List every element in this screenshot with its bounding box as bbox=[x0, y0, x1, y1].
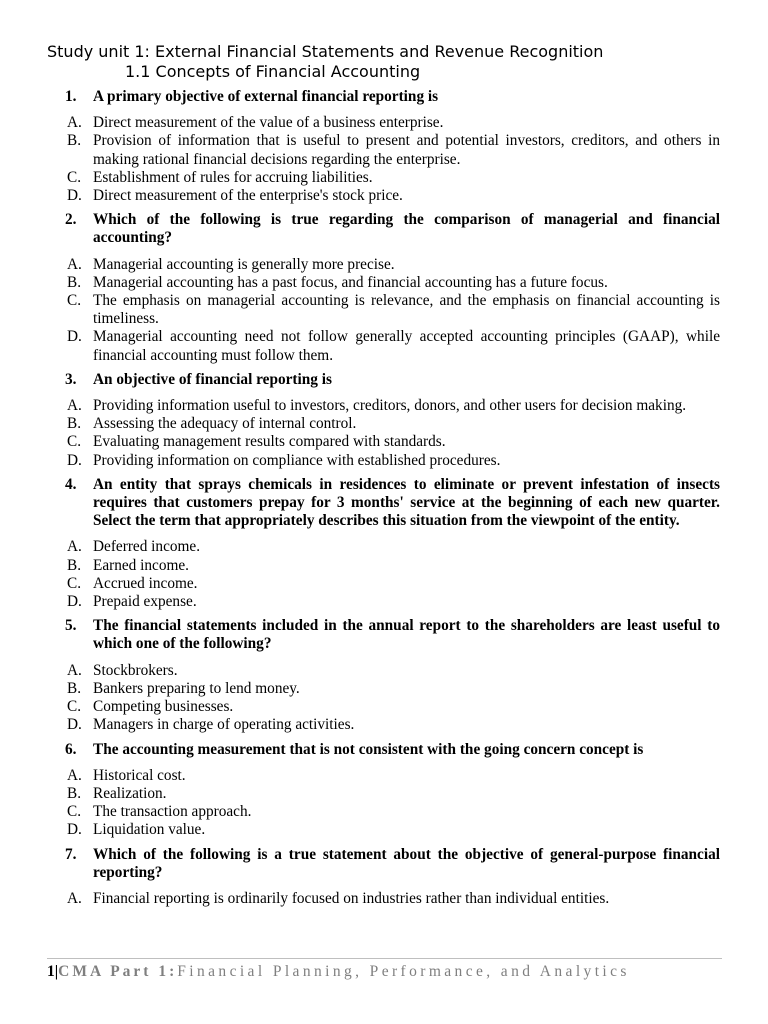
option-text: Competing businesses. bbox=[93, 698, 234, 716]
option-letter: A. bbox=[67, 255, 82, 273]
question-number: 6. bbox=[65, 740, 77, 758]
answer-option bbox=[47, 256, 720, 274]
option-letter: B. bbox=[67, 415, 82, 433]
question-stem bbox=[47, 741, 720, 759]
option-letter: A. bbox=[67, 661, 82, 679]
question bbox=[47, 476, 720, 611]
answer-option bbox=[47, 274, 720, 292]
option-text: Evaluating management results compared with standards. bbox=[93, 433, 446, 451]
answer-option bbox=[47, 132, 720, 168]
option-letter: B. bbox=[67, 132, 82, 150]
answer-option bbox=[47, 785, 720, 803]
option-letter: C. bbox=[67, 803, 82, 821]
option-text: Deferred income. bbox=[93, 538, 201, 556]
question-stem bbox=[47, 88, 720, 106]
page-footer bbox=[47, 962, 630, 982]
option-letter: B. bbox=[67, 556, 82, 574]
option-letter: B. bbox=[67, 273, 82, 291]
option-text: Providing information on compliance with established procedures. bbox=[93, 451, 501, 469]
answer-option bbox=[47, 114, 720, 132]
question-number: 4. bbox=[65, 475, 77, 493]
answer-option bbox=[47, 187, 720, 205]
question-stem bbox=[47, 476, 720, 531]
option-text: Managerial accounting need not follow generally accepted accounting principles (GAAP), while financial accounting must follow them. bbox=[93, 328, 720, 364]
option-letter: D. bbox=[67, 328, 82, 346]
answer-option bbox=[47, 680, 720, 698]
option-letter: D. bbox=[67, 716, 82, 734]
question-text: A primary objective of external financial reporting is bbox=[93, 88, 439, 105]
question bbox=[47, 211, 720, 365]
answer-option bbox=[47, 890, 720, 908]
study-unit-title: Study unit 1: External Financial Statements and Revenue Recognition bbox=[47, 42, 604, 61]
question-number: 5. bbox=[65, 617, 77, 635]
question-text: The financial statements included in the annual report to the shareholders are least useful to which one of the following? bbox=[93, 617, 720, 653]
answer-options bbox=[47, 538, 720, 611]
question-stem bbox=[47, 371, 720, 389]
option-text: Direct measurement of the value of a business enterprise. bbox=[93, 114, 444, 132]
option-letter: C. bbox=[67, 574, 82, 592]
answer-option bbox=[47, 452, 720, 470]
answer-option bbox=[47, 557, 720, 575]
option-letter: C. bbox=[67, 433, 82, 451]
answer-options bbox=[47, 256, 720, 365]
question-stem bbox=[47, 211, 720, 247]
page-number: 1 bbox=[47, 963, 55, 980]
answer-option bbox=[47, 415, 720, 433]
answer-option bbox=[47, 538, 720, 556]
option-letter: A. bbox=[67, 397, 82, 415]
option-letter: A. bbox=[67, 538, 82, 556]
option-letter: D. bbox=[67, 451, 82, 469]
answer-option bbox=[47, 821, 720, 839]
answer-option bbox=[47, 575, 720, 593]
option-text: Earned income. bbox=[93, 556, 189, 574]
option-text: Realization. bbox=[93, 784, 167, 802]
option-text: Managers in charge of operating activities. bbox=[93, 716, 355, 734]
question bbox=[47, 846, 720, 909]
option-text: Provision of information that is useful to present and potential investors, creditors, and others in making rational financial decisions regarding the enterprise. bbox=[93, 132, 720, 168]
answer-options bbox=[47, 890, 720, 908]
question bbox=[47, 741, 720, 840]
option-text: Prepaid expense. bbox=[93, 593, 197, 611]
answer-option bbox=[47, 593, 720, 611]
answer-option bbox=[47, 397, 720, 415]
question-text: An entity that sprays chemicals in residences to eliminate or prevent infestation of insects requires that customers prepay for 3 months' service at the beginning of each new quarter. Select the term that appropriately describes this situation from the viewpoint of the entity. bbox=[93, 475, 720, 530]
answer-option bbox=[47, 292, 720, 328]
answer-options bbox=[47, 767, 720, 840]
option-text: Managerial accounting has a past focus, and financial accounting has a future focus. bbox=[93, 273, 608, 291]
answer-options bbox=[47, 397, 720, 470]
option-letter: C. bbox=[67, 292, 82, 310]
option-letter: D. bbox=[67, 187, 82, 205]
answer-option bbox=[47, 169, 720, 187]
option-text: Accrued income. bbox=[93, 574, 198, 592]
answer-option bbox=[47, 803, 720, 821]
option-text: Establishment of rules for accruing liabilities. bbox=[93, 168, 373, 186]
footer-divider bbox=[47, 958, 722, 959]
question bbox=[47, 371, 720, 470]
section-title: 1.1 Concepts of Financial Accounting bbox=[125, 62, 421, 81]
question-list bbox=[47, 88, 720, 914]
option-letter: B. bbox=[67, 784, 82, 802]
question-text: The accounting measurement that is not consistent with the going concern concept is bbox=[93, 740, 644, 758]
question-text: An objective of financial reporting is bbox=[93, 370, 332, 388]
option-text: The emphasis on managerial accounting is relevance, and the emphasis on financial accounting is timeliness. bbox=[93, 292, 720, 328]
question-number: 7. bbox=[65, 845, 77, 863]
question-stem bbox=[47, 617, 720, 653]
option-text: Stockbrokers. bbox=[93, 661, 178, 679]
question bbox=[47, 88, 720, 205]
option-text: Direct measurement of the enterprise's stock price. bbox=[93, 187, 403, 205]
option-text: Managerial accounting is generally more precise. bbox=[93, 255, 395, 273]
answer-option bbox=[47, 698, 720, 716]
answer-option bbox=[47, 716, 720, 734]
option-letter: A. bbox=[67, 114, 82, 132]
question-stem bbox=[47, 846, 720, 882]
answer-option bbox=[47, 328, 720, 364]
option-text: Assessing the adequacy of internal control. bbox=[93, 415, 357, 433]
answer-option bbox=[47, 662, 720, 680]
question-number: 3. bbox=[65, 370, 77, 388]
footer-title: Financial Planning, Performance, and Analytics bbox=[177, 963, 630, 980]
option-text: Historical cost. bbox=[93, 766, 186, 784]
answer-option bbox=[47, 433, 720, 451]
option-letter: D. bbox=[67, 593, 82, 611]
option-text: Providing information useful to investors, creditors, donors, and other users for decision making. bbox=[93, 397, 687, 415]
option-letter: C. bbox=[67, 168, 82, 186]
answer-option bbox=[47, 767, 720, 785]
option-text: Bankers preparing to lend money. bbox=[93, 679, 300, 697]
page-heading bbox=[47, 42, 603, 82]
option-letter: A. bbox=[67, 766, 82, 784]
option-text: Liquidation value. bbox=[93, 821, 206, 839]
question-text: Which of the following is a true statement about the objective of general-purpose financial reporting? bbox=[93, 845, 720, 881]
option-letter: D. bbox=[67, 821, 82, 839]
option-text: The transaction approach. bbox=[93, 803, 252, 821]
option-text: Financial reporting is ordinarily focused on industries rather than individual entities. bbox=[93, 889, 610, 907]
answer-options bbox=[47, 114, 720, 205]
question-number: 1. bbox=[65, 88, 77, 105]
footer-separator: | bbox=[54, 963, 59, 980]
footer-course: CMA Part 1: bbox=[58, 963, 178, 980]
option-letter: C. bbox=[67, 698, 82, 716]
question bbox=[47, 617, 720, 734]
option-letter: B. bbox=[67, 679, 82, 697]
answer-options bbox=[47, 662, 720, 735]
question-text: Which of the following is true regarding the comparison of managerial and financial accounting? bbox=[93, 211, 720, 247]
question-number: 2. bbox=[65, 211, 77, 229]
option-letter: A. bbox=[67, 889, 82, 907]
